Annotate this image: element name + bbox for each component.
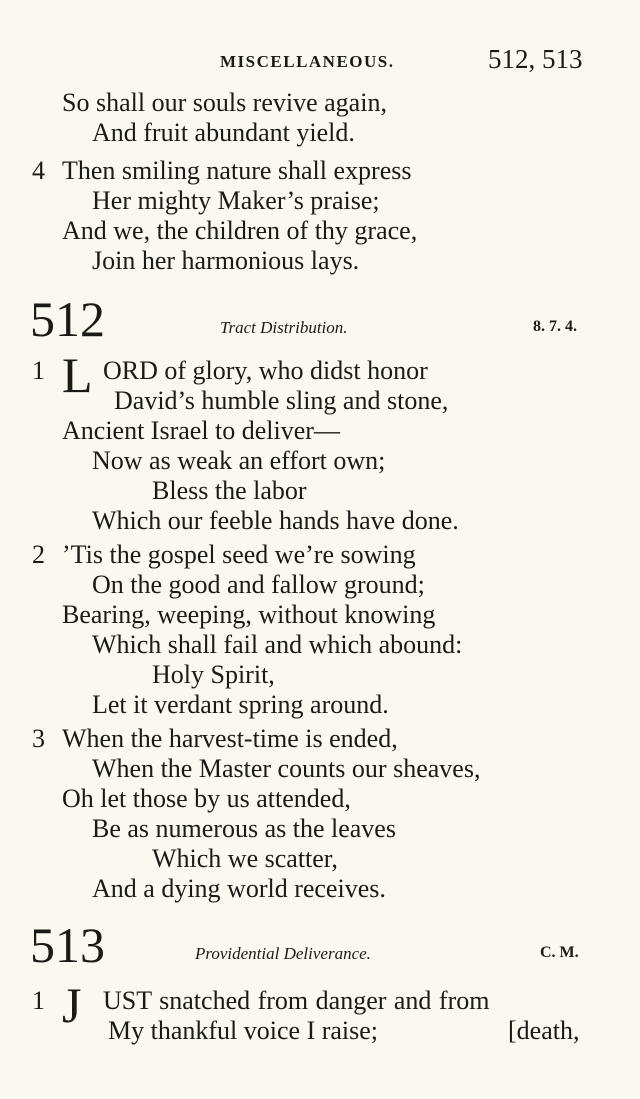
poem-line: Which shall fail and which abound:: [92, 630, 463, 659]
drop-cap: L: [62, 347, 93, 403]
poem-line: And fruit abundant yield.: [92, 118, 355, 147]
hymn-meter: C. M.: [540, 944, 579, 961]
poem-line: ORD of glory, who didst honor: [103, 356, 428, 385]
poem-line: Ancient Israel to deliver—: [62, 416, 340, 445]
verse-number: 4: [32, 156, 45, 185]
poem-line: David’s humble sling and stone,: [114, 386, 449, 415]
hymn-title: Providential Deliverance.: [195, 944, 371, 963]
poem-line: Be as numerous as the leaves: [92, 814, 396, 843]
hymn-title: Tract Distribution.: [220, 318, 348, 337]
hymn-number: 513: [30, 917, 105, 973]
poem-line: Let it verdant spring around.: [92, 690, 389, 719]
poem-line: And a dying world receives.: [92, 874, 386, 903]
verse-number: 1: [32, 356, 45, 385]
poem-line: Which our feeble hands have done.: [92, 506, 459, 535]
poem-line: When the harvest-time is ended,: [62, 724, 398, 753]
poem-line-runover: [death,: [508, 1016, 580, 1045]
running-header-page-numbers: 512, 513: [488, 44, 583, 74]
poem-line: Bearing, weeping, without knowing: [62, 600, 436, 629]
poem-line: My thankful voice I raise;: [108, 1016, 379, 1045]
poem-line: On the good and fallow ground;: [92, 570, 425, 599]
running-header-section: MISCELLANEOUS.: [220, 52, 395, 71]
poem-line: When the Master counts our sheaves,: [92, 754, 481, 783]
verse-number: 1: [32, 986, 45, 1015]
poem-line: So shall our souls revive again,: [62, 88, 387, 117]
poem-line: Join her harmonious lays.: [92, 246, 360, 275]
verse-number: 2: [32, 540, 45, 569]
hymn-meter: 8. 7. 4.: [533, 318, 577, 335]
verse-number: 3: [32, 724, 45, 753]
poem-line: Bless the labor: [152, 476, 307, 505]
poem-line: Holy Spirit,: [152, 660, 275, 689]
poem-line: Which we scatter,: [152, 844, 338, 873]
hymn-number: 512: [30, 291, 105, 347]
poem-line: Now as weak an effort own;: [92, 446, 386, 475]
poem-line: Oh let those by us attended,: [62, 784, 351, 813]
poem-line: And we, the children of thy grace,: [62, 216, 418, 245]
drop-cap: J: [62, 977, 82, 1033]
poem-line: Her mighty Maker’s praise;: [92, 186, 380, 215]
poem-line: Then smiling nature shall express: [62, 156, 412, 185]
poem-line: ’Tis the gospel seed we’re sowing: [62, 540, 416, 569]
poem-line: UST snatched from danger and from: [103, 986, 490, 1015]
